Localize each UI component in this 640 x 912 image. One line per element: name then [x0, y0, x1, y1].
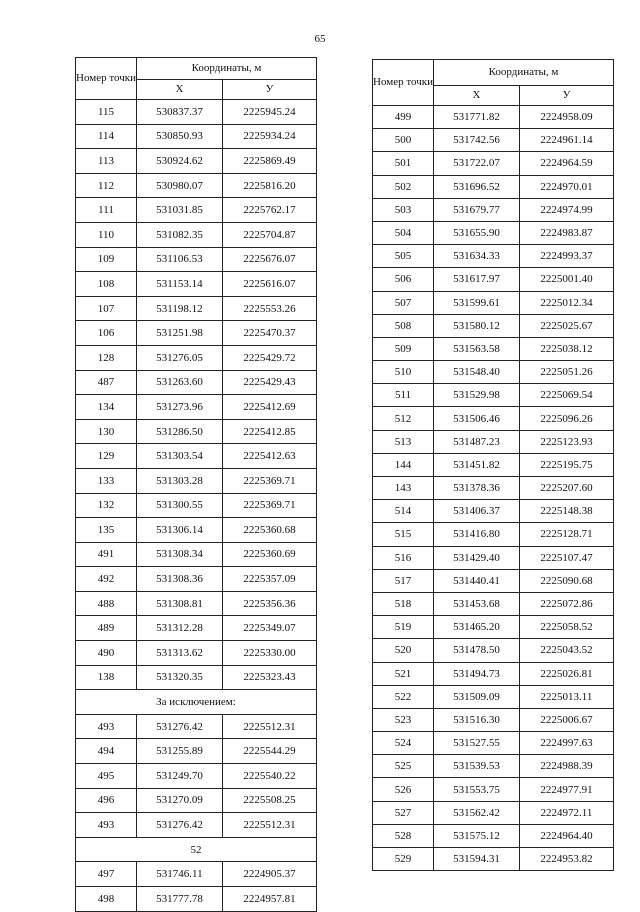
- y-coordinate-cell: 2225412.69: [222, 395, 316, 420]
- y-coordinate-cell: 2225357.09: [222, 567, 316, 592]
- table-row: [373, 616, 614, 639]
- y-coordinate-cell: 2225762.17: [222, 198, 316, 223]
- point-number-cell: 494: [76, 739, 137, 764]
- point-number-cell: 512: [373, 407, 434, 430]
- point-number-cell: 507: [373, 291, 434, 314]
- table-row: [373, 523, 614, 546]
- x-coordinate-cell: 531306.14: [136, 518, 222, 543]
- x-coordinate-cell: 531553.75: [433, 778, 519, 801]
- table-row: [373, 639, 614, 662]
- y-coordinate-cell: 2225540.22: [222, 764, 316, 789]
- point-number-cell: 526: [373, 778, 434, 801]
- table-row: [76, 198, 317, 223]
- y-coordinate-cell: 2225349.07: [222, 616, 316, 641]
- y-coordinate-cell: 2224997.63: [519, 732, 613, 755]
- table-row: [76, 100, 317, 125]
- table-row: [76, 272, 317, 297]
- point-number-cell: 489: [76, 616, 137, 641]
- x-coordinate-cell: 531300.55: [136, 493, 222, 518]
- point-number-cell: 143: [373, 477, 434, 500]
- x-coordinate-cell: 531494.73: [433, 662, 519, 685]
- x-coordinate-cell: 531563.58: [433, 337, 519, 360]
- point-number-cell: 108: [76, 272, 137, 297]
- y-coordinate-cell: 2225090.68: [519, 569, 613, 592]
- x-coordinate-cell: 531429.40: [433, 546, 519, 569]
- y-coordinate-cell: 2224993.37: [519, 245, 613, 268]
- table-row: [76, 296, 317, 321]
- x-coordinate-cell: 531303.28: [136, 468, 222, 493]
- table-row: [76, 542, 317, 567]
- y-coordinate-cell: 2225704.87: [222, 222, 316, 247]
- y-coordinate-cell: 2224972.11: [519, 801, 613, 824]
- x-coordinate-cell: 531487.23: [433, 430, 519, 453]
- y-coordinate-cell: 2224905.37: [222, 862, 316, 887]
- table-row: [76, 616, 317, 641]
- table-row: [373, 268, 614, 291]
- x-coordinate-cell: 531251.98: [136, 321, 222, 346]
- header-coordinates: Координаты, м: [433, 60, 613, 86]
- x-coordinate-cell: 531722.07: [433, 152, 519, 175]
- point-number-cell: 499: [373, 106, 434, 129]
- y-coordinate-cell: 2225934.24: [222, 124, 316, 149]
- table-row: [373, 407, 614, 430]
- y-coordinate-cell: 2224988.39: [519, 755, 613, 778]
- header-point-number: Номер точки: [373, 60, 434, 106]
- point-number-cell: 525: [373, 755, 434, 778]
- x-coordinate-cell: 531746.11: [136, 862, 222, 887]
- y-coordinate-cell: 2225207.60: [519, 477, 613, 500]
- table-row: [76, 862, 317, 887]
- point-number-cell: 133: [76, 468, 137, 493]
- x-coordinate-cell: 531153.14: [136, 272, 222, 297]
- table-row: [76, 493, 317, 518]
- table-row: [373, 129, 614, 152]
- point-number-cell: 498: [76, 887, 137, 912]
- point-number-cell: 115: [76, 100, 137, 125]
- x-coordinate-cell: 531249.70: [136, 764, 222, 789]
- y-coordinate-cell: 2225508.25: [222, 788, 316, 813]
- table-row: [373, 592, 614, 615]
- section-label: За исключением:: [76, 690, 317, 715]
- header-point-number: Номер точки: [76, 58, 137, 100]
- point-number-cell: 508: [373, 314, 434, 337]
- point-number-cell: 495: [76, 764, 137, 789]
- table-row: [76, 714, 317, 739]
- x-coordinate-cell: 531509.09: [433, 685, 519, 708]
- x-coordinate-cell: 530837.37: [136, 100, 222, 125]
- table-row: [373, 106, 614, 129]
- y-coordinate-cell: 2225676.07: [222, 247, 316, 272]
- x-coordinate-cell: 531031.85: [136, 198, 222, 223]
- table-row: [373, 152, 614, 175]
- x-coordinate-cell: 531106.53: [136, 247, 222, 272]
- table-row: [76, 321, 317, 346]
- x-coordinate-cell: 531276.05: [136, 345, 222, 370]
- table-row: [373, 801, 614, 824]
- table-row: [373, 221, 614, 244]
- table-row: [76, 345, 317, 370]
- header-x: X: [433, 86, 519, 106]
- table-row: [76, 419, 317, 444]
- x-coordinate-cell: 531312.28: [136, 616, 222, 641]
- y-coordinate-cell: 2225945.24: [222, 100, 316, 125]
- y-coordinate-cell: 2224964.59: [519, 152, 613, 175]
- table-row: [76, 813, 317, 838]
- table-row: [76, 247, 317, 272]
- y-coordinate-cell: 2225043.52: [519, 639, 613, 662]
- x-coordinate-cell: 530980.07: [136, 173, 222, 198]
- table-row: [373, 500, 614, 523]
- x-coordinate-cell: 531478.50: [433, 639, 519, 662]
- x-coordinate-cell: 531634.33: [433, 245, 519, 268]
- point-number-cell: 523: [373, 708, 434, 731]
- y-coordinate-cell: 2225816.20: [222, 173, 316, 198]
- x-coordinate-cell: 531198.12: [136, 296, 222, 321]
- point-number-cell: 502: [373, 175, 434, 198]
- table-row: [373, 314, 614, 337]
- y-coordinate-cell: 2225072.86: [519, 592, 613, 615]
- point-number-cell: 519: [373, 616, 434, 639]
- point-number-cell: 522: [373, 685, 434, 708]
- point-number-cell: 134: [76, 395, 137, 420]
- point-number-cell: 111: [76, 198, 137, 223]
- y-coordinate-cell: 2225148.38: [519, 500, 613, 523]
- table-row: [76, 739, 317, 764]
- point-number-cell: 521: [373, 662, 434, 685]
- y-coordinate-cell: 2225128.71: [519, 523, 613, 546]
- x-coordinate-cell: 531465.20: [433, 616, 519, 639]
- point-number-cell: 493: [76, 714, 137, 739]
- table-body-left: [76, 100, 317, 912]
- point-number-cell: 503: [373, 198, 434, 221]
- table-row: [76, 149, 317, 174]
- y-coordinate-cell: 2225026.81: [519, 662, 613, 685]
- table-row: [76, 444, 317, 469]
- y-coordinate-cell: 2224977.91: [519, 778, 613, 801]
- table-row: [76, 788, 317, 813]
- header-y: У: [222, 80, 316, 100]
- x-coordinate-cell: 531308.34: [136, 542, 222, 567]
- x-coordinate-cell: 531696.52: [433, 175, 519, 198]
- y-coordinate-cell: 2224961.14: [519, 129, 613, 152]
- point-number-cell: 501: [373, 152, 434, 175]
- y-coordinate-cell: 2225369.71: [222, 468, 316, 493]
- point-number-cell: 518: [373, 592, 434, 615]
- x-coordinate-cell: 531617.97: [433, 268, 519, 291]
- table-row: [373, 337, 614, 360]
- coordinates-table-right: [372, 59, 614, 871]
- table-row: [76, 370, 317, 395]
- table-row: [373, 546, 614, 569]
- point-number-cell: 529: [373, 848, 434, 871]
- table-row: [373, 708, 614, 731]
- table-row: [76, 395, 317, 420]
- y-coordinate-cell: 2225012.34: [519, 291, 613, 314]
- y-coordinate-cell: 2225051.26: [519, 361, 613, 384]
- table-body-right: [373, 106, 614, 871]
- y-coordinate-cell: 2224983.87: [519, 221, 613, 244]
- x-coordinate-cell: 531255.89: [136, 739, 222, 764]
- x-coordinate-cell: 530924.62: [136, 149, 222, 174]
- y-coordinate-cell: 2225553.26: [222, 296, 316, 321]
- section-row: [76, 837, 317, 862]
- y-coordinate-cell: 2225470.37: [222, 321, 316, 346]
- point-number-cell: 527: [373, 801, 434, 824]
- y-coordinate-cell: 2225006.67: [519, 708, 613, 731]
- x-coordinate-cell: 530850.93: [136, 124, 222, 149]
- point-number-cell: 114: [76, 124, 137, 149]
- point-number-cell: 144: [373, 453, 434, 476]
- x-coordinate-cell: 531263.60: [136, 370, 222, 395]
- point-number-cell: 493: [76, 813, 137, 838]
- y-coordinate-cell: 2225369.71: [222, 493, 316, 518]
- point-number-cell: 506: [373, 268, 434, 291]
- table-row: [76, 591, 317, 616]
- header-coordinates: Координаты, м: [136, 58, 316, 80]
- point-number-cell: 130: [76, 419, 137, 444]
- table-row: [373, 291, 614, 314]
- x-coordinate-cell: 531599.61: [433, 291, 519, 314]
- table-row: [373, 732, 614, 755]
- table-row: [76, 468, 317, 493]
- table-row: [76, 173, 317, 198]
- x-coordinate-cell: 531655.90: [433, 221, 519, 244]
- point-number-cell: 138: [76, 665, 137, 690]
- table-row: [373, 662, 614, 685]
- x-coordinate-cell: 531580.12: [433, 314, 519, 337]
- table-row: [373, 848, 614, 871]
- x-coordinate-cell: 531529.98: [433, 384, 519, 407]
- table-row: [373, 198, 614, 221]
- x-coordinate-cell: 531548.40: [433, 361, 519, 384]
- x-coordinate-cell: 531539.53: [433, 755, 519, 778]
- x-coordinate-cell: 531594.31: [433, 848, 519, 871]
- table-row: [76, 567, 317, 592]
- y-coordinate-cell: 2225330.00: [222, 641, 316, 666]
- x-coordinate-cell: 531742.56: [433, 129, 519, 152]
- x-coordinate-cell: 531308.36: [136, 567, 222, 592]
- table-row: [373, 430, 614, 453]
- y-coordinate-cell: 2224957.81: [222, 887, 316, 912]
- table-row: [76, 887, 317, 912]
- x-coordinate-cell: 531777.78: [136, 887, 222, 912]
- x-coordinate-cell: 531308.81: [136, 591, 222, 616]
- point-number-cell: 500: [373, 129, 434, 152]
- point-number-cell: 132: [76, 493, 137, 518]
- x-coordinate-cell: 531575.12: [433, 824, 519, 847]
- section-label: 52: [76, 837, 317, 862]
- y-coordinate-cell: 2225429.72: [222, 345, 316, 370]
- point-number-cell: 110: [76, 222, 137, 247]
- x-coordinate-cell: 531506.46: [433, 407, 519, 430]
- table-row: [373, 361, 614, 384]
- y-coordinate-cell: 2224974.99: [519, 198, 613, 221]
- point-number-cell: 488: [76, 591, 137, 616]
- x-coordinate-cell: 531679.77: [433, 198, 519, 221]
- section-row: [76, 690, 317, 715]
- y-coordinate-cell: 2225412.63: [222, 444, 316, 469]
- x-coordinate-cell: 531453.68: [433, 592, 519, 615]
- table-row: [373, 685, 614, 708]
- point-number-cell: 520: [373, 639, 434, 662]
- point-number-cell: 505: [373, 245, 434, 268]
- point-number-cell: 516: [373, 546, 434, 569]
- y-coordinate-cell: 2225195.75: [519, 453, 613, 476]
- x-coordinate-cell: 531406.37: [433, 500, 519, 523]
- y-coordinate-cell: 2224964.40: [519, 824, 613, 847]
- point-number-cell: 513: [373, 430, 434, 453]
- header-x: X: [136, 80, 222, 100]
- table-row: [373, 175, 614, 198]
- y-coordinate-cell: 2225123.93: [519, 430, 613, 453]
- point-number-cell: 135: [76, 518, 137, 543]
- point-number-cell: 112: [76, 173, 137, 198]
- table-row: [76, 665, 317, 690]
- point-number-cell: 528: [373, 824, 434, 847]
- x-coordinate-cell: 531527.55: [433, 732, 519, 755]
- x-coordinate-cell: 531082.35: [136, 222, 222, 247]
- table-row: [373, 824, 614, 847]
- y-coordinate-cell: 2225512.31: [222, 813, 316, 838]
- y-coordinate-cell: 2224970.01: [519, 175, 613, 198]
- y-coordinate-cell: 2225360.68: [222, 518, 316, 543]
- table-row: [373, 384, 614, 407]
- y-coordinate-cell: 2225323.43: [222, 665, 316, 690]
- x-coordinate-cell: 531451.82: [433, 453, 519, 476]
- point-number-cell: 511: [373, 384, 434, 407]
- point-number-cell: 509: [373, 337, 434, 360]
- y-coordinate-cell: 2225038.12: [519, 337, 613, 360]
- x-coordinate-cell: 531286.50: [136, 419, 222, 444]
- y-coordinate-cell: 2225025.67: [519, 314, 613, 337]
- point-number-cell: 106: [76, 321, 137, 346]
- y-coordinate-cell: 2225360.69: [222, 542, 316, 567]
- point-number-cell: 517: [373, 569, 434, 592]
- x-coordinate-cell: 531440.41: [433, 569, 519, 592]
- y-coordinate-cell: 2224958.09: [519, 106, 613, 129]
- point-number-cell: 510: [373, 361, 434, 384]
- y-coordinate-cell: 2225869.49: [222, 149, 316, 174]
- table-row: [76, 518, 317, 543]
- point-number-cell: 515: [373, 523, 434, 546]
- table-row: [373, 477, 614, 500]
- table-row: [76, 222, 317, 247]
- x-coordinate-cell: 531276.42: [136, 714, 222, 739]
- point-number-cell: 496: [76, 788, 137, 813]
- y-coordinate-cell: 2225013.11: [519, 685, 613, 708]
- x-coordinate-cell: 531562.42: [433, 801, 519, 824]
- table-row: [373, 755, 614, 778]
- x-coordinate-cell: 531771.82: [433, 106, 519, 129]
- point-number-cell: 497: [76, 862, 137, 887]
- point-number-cell: 128: [76, 345, 137, 370]
- x-coordinate-cell: 531276.42: [136, 813, 222, 838]
- y-coordinate-cell: 2225544.29: [222, 739, 316, 764]
- table-row: [76, 641, 317, 666]
- y-coordinate-cell: 2225356.36: [222, 591, 316, 616]
- x-coordinate-cell: 531273.96: [136, 395, 222, 420]
- y-coordinate-cell: 2225429.43: [222, 370, 316, 395]
- x-coordinate-cell: 531516.30: [433, 708, 519, 731]
- x-coordinate-cell: 531378.36: [433, 477, 519, 500]
- point-number-cell: 504: [373, 221, 434, 244]
- x-coordinate-cell: 531320.35: [136, 665, 222, 690]
- y-coordinate-cell: 2225412.85: [222, 419, 316, 444]
- x-coordinate-cell: 531303.54: [136, 444, 222, 469]
- table-row: [373, 245, 614, 268]
- point-number-cell: 107: [76, 296, 137, 321]
- table-row: [76, 764, 317, 789]
- table-row: [373, 453, 614, 476]
- y-coordinate-cell: 2225616.07: [222, 272, 316, 297]
- point-number-cell: 487: [76, 370, 137, 395]
- point-number-cell: 113: [76, 149, 137, 174]
- y-coordinate-cell: 2225096.26: [519, 407, 613, 430]
- table-row: [76, 124, 317, 149]
- page-number: 65: [314, 33, 326, 45]
- x-coordinate-cell: 531270.09: [136, 788, 222, 813]
- coordinates-table-left: [75, 57, 317, 912]
- point-number-cell: 491: [76, 542, 137, 567]
- point-number-cell: 129: [76, 444, 137, 469]
- point-number-cell: 490: [76, 641, 137, 666]
- y-coordinate-cell: 2225107.47: [519, 546, 613, 569]
- header-y: У: [519, 86, 613, 106]
- x-coordinate-cell: 531416.80: [433, 523, 519, 546]
- y-coordinate-cell: 2225512.31: [222, 714, 316, 739]
- y-coordinate-cell: 2225058.52: [519, 616, 613, 639]
- y-coordinate-cell: 2225001.40: [519, 268, 613, 291]
- point-number-cell: 492: [76, 567, 137, 592]
- point-number-cell: 524: [373, 732, 434, 755]
- y-coordinate-cell: 2224953.82: [519, 848, 613, 871]
- table-row: [373, 778, 614, 801]
- y-coordinate-cell: 2225069.54: [519, 384, 613, 407]
- point-number-cell: 514: [373, 500, 434, 523]
- table-row: [373, 569, 614, 592]
- point-number-cell: 109: [76, 247, 137, 272]
- x-coordinate-cell: 531313.62: [136, 641, 222, 666]
